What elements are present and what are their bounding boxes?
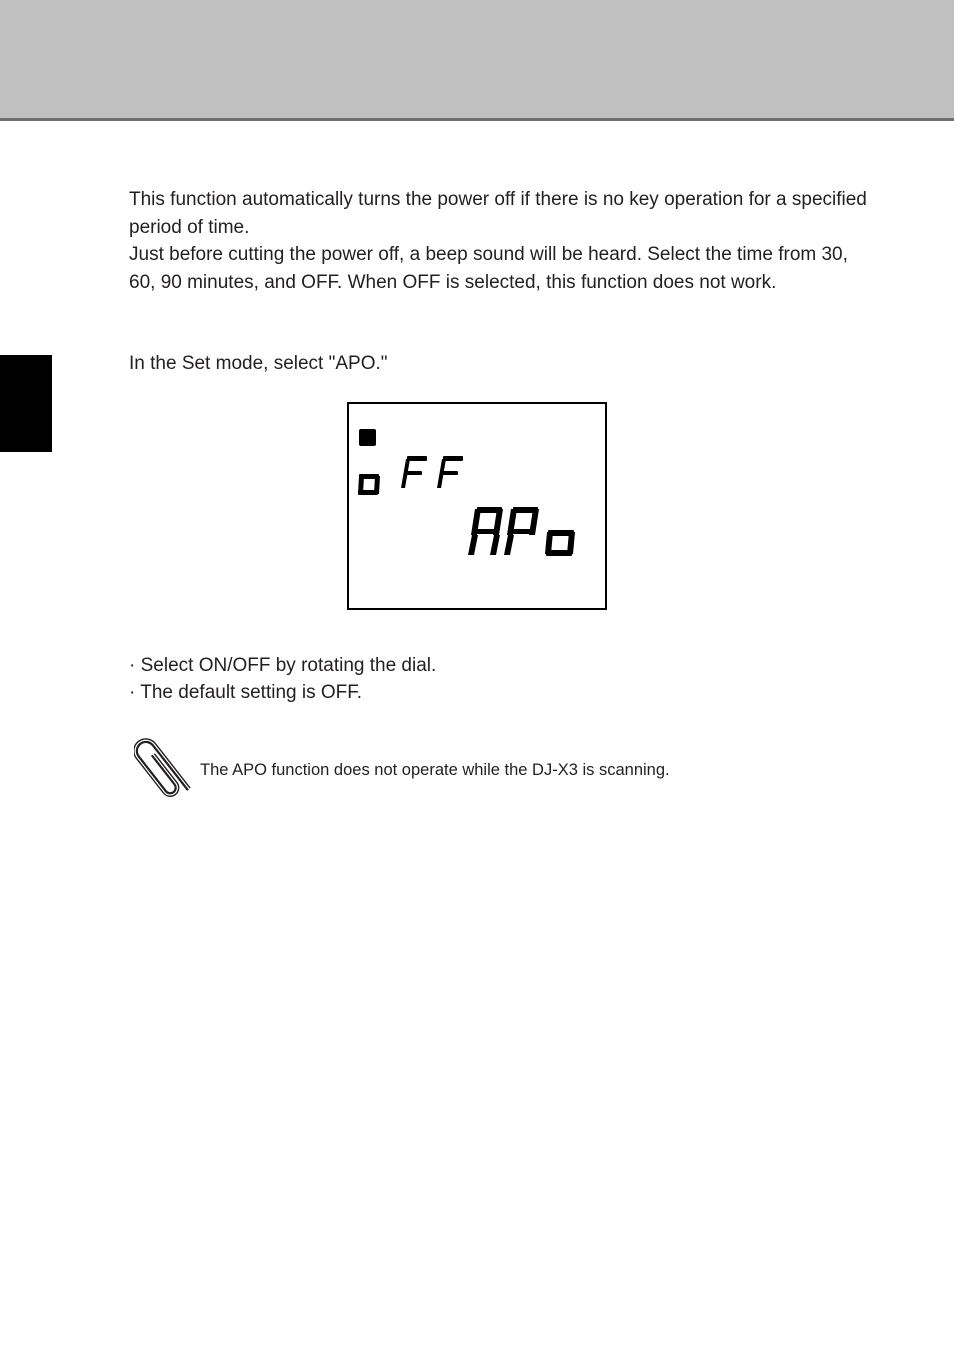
lcd-digit-o xyxy=(545,530,575,556)
lcd-segments xyxy=(349,404,605,608)
lcd-digit-o-small xyxy=(358,474,380,495)
step-instruction: In the Set mode, select "APO." xyxy=(129,353,388,374)
paperclip-icon xyxy=(134,734,192,802)
lcd-digit-f-1 xyxy=(401,456,427,488)
bullet-1: · Select ON/OFF by rotating the dial. xyxy=(129,655,437,676)
intro-paragraph-2: Just before cutting the power off, a beep sound will be heard. Select the time from 30, 60, 90 minutes, and OFF. When OFF is selected, this function does not work. xyxy=(129,244,848,293)
header-band xyxy=(0,0,954,121)
lcd-display xyxy=(347,402,607,610)
lcd-digit-a xyxy=(468,507,503,555)
lcd-indicator-square xyxy=(359,429,376,446)
intro-paragraph-1: This function automatically turns the power off if there is no key operation for a specified period of time. xyxy=(129,189,867,238)
note-text: The APO function does not operate while the DJ-X3 is scanning. xyxy=(200,761,670,779)
lcd-digit-p xyxy=(504,507,539,555)
bullet-2: · The default setting is OFF. xyxy=(129,682,363,703)
lcd-digit-f-2 xyxy=(437,456,463,488)
chapter-tab xyxy=(0,355,52,452)
